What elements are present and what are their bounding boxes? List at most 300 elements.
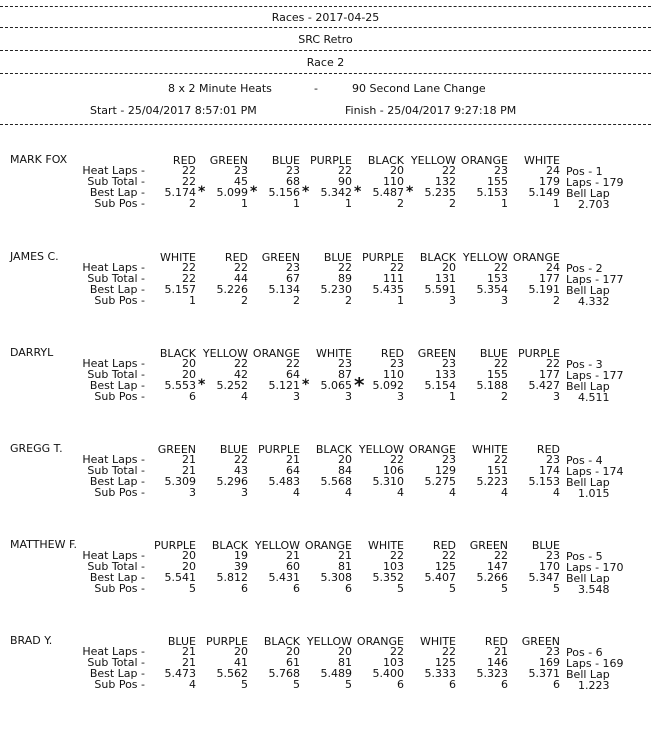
table-cell: 22 (338, 164, 352, 177)
table-cell: 5.153 (528, 475, 560, 488)
total-laps: Laps - 179 (566, 176, 624, 189)
table-cell: 6 (501, 678, 508, 691)
lane-header: RED (224, 251, 248, 264)
table-cell: 23 (494, 164, 508, 177)
table-cell: 110 (383, 175, 404, 188)
table-cell: 22 (286, 357, 300, 370)
lane-header: BLUE (323, 251, 352, 264)
table-cell: 23 (546, 453, 560, 466)
lane-header: BLUE (531, 539, 560, 552)
lane-header: RED (380, 347, 404, 360)
table-cell: 20 (182, 368, 196, 381)
bell-lap-label: Bell Lap (566, 380, 610, 393)
table-cell: 110 (383, 368, 404, 381)
table-cell: 20 (182, 560, 196, 573)
lane-header: GREEN (521, 635, 560, 648)
table-cell: 20 (182, 549, 196, 562)
table-cell: 4 (397, 486, 404, 499)
table-cell: 5.149 (528, 186, 560, 199)
series-name: SRC Retro (298, 33, 353, 46)
table-cell: 23 (286, 164, 300, 177)
driver-name: MARK FOX (10, 153, 68, 166)
table-cell: 22 (390, 453, 404, 466)
table-cell: 6 (293, 582, 300, 595)
total-laps: Laps - 170 (566, 561, 624, 574)
lane-header: WHITE (419, 635, 456, 648)
table-cell: 3 (241, 486, 248, 499)
table-cell: 20 (390, 164, 404, 177)
table-cell: 3 (189, 486, 196, 499)
table-cell: 3 (553, 390, 560, 403)
table-cell: 21 (494, 645, 508, 658)
driver-name: MATTHEW F. (10, 538, 78, 551)
fastest-lap-marker: * (198, 184, 206, 200)
lane-header: BLACK (419, 251, 456, 264)
lane-header: BLACK (315, 443, 352, 456)
table-cell: 21 (338, 549, 352, 562)
lane-header: ORANGE (356, 635, 404, 648)
fastest-lap-marker: * (354, 184, 362, 200)
lane-header: ORANGE (512, 251, 560, 264)
table-cell: 5.121 (268, 379, 300, 392)
table-cell: 5.230 (320, 283, 352, 296)
lane-header: BLACK (211, 539, 248, 552)
table-cell: 5.154 (424, 379, 456, 392)
bell-lap-value: 4.511 (578, 391, 610, 404)
row-label: Best Lap - (89, 186, 145, 199)
table-cell: 22 (494, 357, 508, 370)
table-cell: 146 (487, 656, 508, 669)
table-cell: 23 (286, 261, 300, 274)
table-cell: 22 (494, 261, 508, 274)
bell-lap-value: 1.223 (578, 679, 610, 692)
table-cell: 5.473 (164, 667, 196, 680)
lane-header: ORANGE (304, 539, 352, 552)
table-cell: 23 (442, 453, 456, 466)
row-label: Sub Total - (87, 656, 145, 669)
position-label: Pos - 6 (566, 646, 603, 659)
lane-header: GREEN (261, 251, 300, 264)
lane-header: BLACK (263, 635, 300, 648)
fastest-lap-marker: * (354, 373, 365, 397)
table-cell: 5 (241, 678, 248, 691)
lane-header: BLUE (167, 635, 196, 648)
position-label: Pos - 3 (566, 358, 603, 371)
table-cell: 87 (338, 368, 352, 381)
table-cell: 42 (234, 368, 248, 381)
table-cell: 21 (286, 549, 300, 562)
row-label: Heat Laps - (82, 645, 145, 658)
table-cell: 5 (345, 678, 352, 691)
row-label: Sub Pos - (94, 582, 145, 595)
table-cell: 5.562 (216, 667, 248, 680)
position-label: Pos - 1 (566, 165, 603, 178)
table-cell: 1 (501, 197, 508, 210)
lane-header: PURPLE (153, 539, 196, 552)
table-cell: 5.431 (268, 571, 300, 584)
table-cell: 4 (553, 486, 560, 499)
row-label: Sub Pos - (94, 197, 145, 210)
table-cell: 81 (338, 560, 352, 573)
table-cell: 21 (182, 656, 196, 669)
divider (0, 27, 651, 28)
lane-header: YELLOW (410, 154, 456, 167)
table-cell: 5.487 (372, 186, 404, 199)
table-cell: 5 (189, 582, 196, 595)
table-cell: 6 (241, 582, 248, 595)
table-cell: 5.134 (268, 283, 300, 296)
table-cell: 5.342 (320, 186, 352, 199)
lane-header: WHITE (523, 154, 560, 167)
bell-lap-value: 4.332 (578, 295, 610, 308)
lane-header: PURPLE (257, 443, 300, 456)
bell-lap-value: 2.703 (578, 198, 610, 211)
divider (0, 73, 651, 74)
table-cell: 61 (286, 656, 300, 669)
table-cell: 21 (182, 453, 196, 466)
table-cell: 5.352 (372, 571, 404, 584)
row-label: Sub Total - (87, 272, 145, 285)
row-label: Sub Pos - (94, 390, 145, 403)
table-cell: 22 (390, 261, 404, 274)
table-cell: 5.347 (528, 571, 560, 584)
table-cell: 5.275 (424, 475, 456, 488)
table-cell: 5 (293, 678, 300, 691)
table-cell: 2 (501, 390, 508, 403)
bell-lap-label: Bell Lap (566, 187, 610, 200)
lane-header: RED (536, 443, 560, 456)
bell-lap-label: Bell Lap (566, 284, 610, 297)
divider (0, 6, 651, 7)
table-cell: 22 (234, 261, 248, 274)
table-cell: 4 (501, 486, 508, 499)
table-cell: 2 (241, 294, 248, 307)
table-cell: 5.235 (424, 186, 456, 199)
table-cell: 24 (546, 261, 560, 274)
fastest-lap-marker: * (406, 184, 414, 200)
table-cell: 5 (397, 582, 404, 595)
divider (0, 124, 651, 125)
row-label: Heat Laps - (82, 453, 145, 466)
table-cell: 5.252 (216, 379, 248, 392)
table-cell: 5.407 (424, 571, 456, 584)
table-cell: 19 (234, 549, 248, 562)
lane-header: YELLOW (254, 539, 300, 552)
table-cell: 131 (435, 272, 456, 285)
lane-header: WHITE (159, 251, 196, 264)
table-cell: 44 (234, 272, 248, 285)
bell-lap-value: 3.548 (578, 583, 610, 596)
table-cell: 2 (189, 197, 196, 210)
table-cell: 68 (286, 175, 300, 188)
table-cell: 5.188 (476, 379, 508, 392)
table-cell: 1 (397, 294, 404, 307)
table-cell: 5.308 (320, 571, 352, 584)
table-cell: 5.065 (320, 379, 352, 392)
table-cell: 21 (182, 464, 196, 477)
table-cell: 5.323 (476, 667, 508, 680)
total-laps: Laps - 177 (566, 273, 624, 286)
table-cell: 6 (553, 678, 560, 691)
lane-header: ORANGE (252, 347, 300, 360)
lane-header: GREEN (209, 154, 248, 167)
table-cell: 90 (338, 175, 352, 188)
heats-separator: - (314, 82, 318, 95)
table-cell: 22 (494, 453, 508, 466)
lane-header: YELLOW (202, 347, 248, 360)
table-cell: 22 (442, 549, 456, 562)
table-cell: 5.156 (268, 186, 300, 199)
lane-header: BLACK (367, 154, 404, 167)
row-label: Sub Pos - (94, 678, 145, 691)
table-cell: 45 (234, 175, 248, 188)
table-cell: 5 (501, 582, 508, 595)
row-label: Sub Pos - (94, 486, 145, 499)
finish-time: Finish - 25/04/2017 9:27:18 PM (345, 104, 517, 117)
table-cell: 155 (487, 368, 508, 381)
table-cell: 1 (553, 197, 560, 210)
table-cell: 3 (397, 390, 404, 403)
table-cell: 5.591 (424, 283, 456, 296)
table-cell: 22 (442, 645, 456, 658)
table-cell: 23 (546, 645, 560, 658)
row-label: Best Lap - (89, 379, 145, 392)
report-title: Races - 2017-04-25 (271, 11, 380, 24)
table-cell: 6 (345, 582, 352, 595)
table-cell: 22 (338, 261, 352, 274)
table-cell: 89 (338, 272, 352, 285)
table-cell: 1 (189, 294, 196, 307)
lane-header: BLACK (159, 347, 196, 360)
table-cell: 22 (390, 645, 404, 658)
table-cell: 3 (449, 294, 456, 307)
table-cell: 5.333 (424, 667, 456, 680)
table-cell: 5 (449, 582, 456, 595)
row-label: Heat Laps - (82, 164, 145, 177)
table-cell: 6 (189, 390, 196, 403)
lane-header: PURPLE (309, 154, 352, 167)
table-cell: 5.768 (268, 667, 300, 680)
lane-header: YELLOW (306, 635, 352, 648)
table-cell: 155 (487, 175, 508, 188)
fastest-lap-marker: * (250, 184, 258, 200)
row-label: Sub Pos - (94, 294, 145, 307)
table-cell: 41 (234, 656, 248, 669)
lane-header: GREEN (157, 443, 196, 456)
table-cell: 5.354 (476, 283, 508, 296)
table-cell: 170 (539, 560, 560, 573)
lane-header: PURPLE (205, 635, 248, 648)
row-label: Sub Total - (87, 560, 145, 573)
table-cell: 84 (338, 464, 352, 477)
table-cell: 22 (390, 549, 404, 562)
lane-header: GREEN (469, 539, 508, 552)
position-label: Pos - 2 (566, 262, 603, 275)
table-cell: 22 (494, 549, 508, 562)
table-cell: 5.371 (528, 667, 560, 680)
table-cell: 4 (293, 486, 300, 499)
heats-info: 8 x 2 Minute Heats (168, 82, 272, 95)
lane-header: BLUE (219, 443, 248, 456)
table-cell: 132 (435, 175, 456, 188)
position-label: Pos - 5 (566, 550, 603, 563)
lane-header: ORANGE (460, 154, 508, 167)
table-cell: 5.226 (216, 283, 248, 296)
table-cell: 20 (286, 645, 300, 658)
table-cell: 23 (546, 549, 560, 562)
table-cell: 2 (449, 197, 456, 210)
table-cell: 4 (345, 486, 352, 499)
table-cell: 5.092 (372, 379, 404, 392)
table-cell: 5.489 (320, 667, 352, 680)
table-cell: 1 (449, 390, 456, 403)
race-name: Race 2 (306, 56, 345, 69)
table-cell: 174 (539, 464, 560, 477)
table-cell: 129 (435, 464, 456, 477)
table-cell: 23 (234, 164, 248, 177)
table-cell: 81 (338, 656, 352, 669)
table-cell: 64 (286, 368, 300, 381)
table-cell: 22 (182, 164, 196, 177)
lane-header: RED (484, 635, 508, 648)
lane-header: WHITE (367, 539, 404, 552)
table-cell: 133 (435, 368, 456, 381)
table-cell: 2 (553, 294, 560, 307)
driver-name: DARRYL (10, 346, 54, 359)
table-cell: 5.157 (164, 283, 196, 296)
total-laps: Laps - 177 (566, 369, 624, 382)
lane-header: ORANGE (408, 443, 456, 456)
table-cell: 6 (449, 678, 456, 691)
table-cell: 20 (234, 645, 248, 658)
table-cell: 106 (383, 464, 404, 477)
table-cell: 20 (182, 357, 196, 370)
driver-name: GREGG T. (10, 442, 63, 455)
table-cell: 5.812 (216, 571, 248, 584)
bell-lap-label: Bell Lap (566, 476, 610, 489)
table-cell: 67 (286, 272, 300, 285)
bell-lap-value: 1.015 (578, 487, 610, 500)
bell-lap-label: Bell Lap (566, 572, 610, 585)
table-cell: 179 (539, 175, 560, 188)
bell-lap-label: Bell Lap (566, 668, 610, 681)
table-cell: 3 (345, 390, 352, 403)
table-cell: 39 (234, 560, 248, 573)
lane-header: WHITE (315, 347, 352, 360)
table-cell: 177 (539, 368, 560, 381)
table-cell: 5.553 (164, 379, 196, 392)
start-time: Start - 25/04/2017 8:57:01 PM (90, 104, 257, 117)
table-cell: 3 (501, 294, 508, 307)
lane-header: RED (172, 154, 196, 167)
row-label: Sub Total - (87, 368, 145, 381)
fastest-lap-marker: * (302, 184, 310, 200)
table-cell: 23 (442, 357, 456, 370)
fastest-lap-marker: * (302, 377, 310, 393)
table-cell: 5.435 (372, 283, 404, 296)
row-label: Sub Total - (87, 175, 145, 188)
table-cell: 3 (293, 390, 300, 403)
table-cell: 23 (338, 357, 352, 370)
lane-header: PURPLE (361, 251, 404, 264)
table-cell: 24 (546, 164, 560, 177)
row-label: Heat Laps - (82, 261, 145, 274)
table-cell: 2 (345, 294, 352, 307)
lane-header: BLUE (271, 154, 300, 167)
table-cell: 4 (241, 390, 248, 403)
table-cell: 125 (435, 656, 456, 669)
table-cell: 5.266 (476, 571, 508, 584)
table-cell: 5 (553, 582, 560, 595)
table-cell: 23 (390, 357, 404, 370)
row-label: Best Lap - (89, 571, 145, 584)
lane-header: WHITE (471, 443, 508, 456)
divider (0, 50, 651, 51)
table-cell: 103 (383, 656, 404, 669)
table-cell: 5.568 (320, 475, 352, 488)
table-cell: 22 (182, 272, 196, 285)
table-cell: 2 (397, 197, 404, 210)
table-cell: 5.400 (372, 667, 404, 680)
table-cell: 1 (345, 197, 352, 210)
row-label: Heat Laps - (82, 357, 145, 370)
table-cell: 60 (286, 560, 300, 573)
lane-header: BLUE (479, 347, 508, 360)
row-label: Sub Total - (87, 464, 145, 477)
table-cell: 5.174 (164, 186, 196, 199)
table-cell: 20 (338, 453, 352, 466)
table-cell: 5.191 (528, 283, 560, 296)
table-cell: 43 (234, 464, 248, 477)
table-cell: 5.310 (372, 475, 404, 488)
driver-name: BRAD Y. (10, 634, 53, 647)
table-cell: 5.427 (528, 379, 560, 392)
lane-header: GREEN (417, 347, 456, 360)
table-cell: 177 (539, 272, 560, 285)
position-label: Pos - 4 (566, 454, 603, 467)
table-cell: 21 (182, 645, 196, 658)
table-cell: 125 (435, 560, 456, 573)
table-cell: 22 (234, 357, 248, 370)
table-cell: 64 (286, 464, 300, 477)
table-cell: 1 (293, 197, 300, 210)
lane-header: RED (432, 539, 456, 552)
table-cell: 22 (442, 164, 456, 177)
table-cell: 5.541 (164, 571, 196, 584)
fastest-lap-marker: * (198, 377, 206, 393)
table-cell: 5.483 (268, 475, 300, 488)
row-label: Best Lap - (89, 667, 145, 680)
table-cell: 20 (442, 261, 456, 274)
row-label: Best Lap - (89, 283, 145, 296)
table-cell: 6 (397, 678, 404, 691)
lane-header: YELLOW (358, 443, 404, 456)
table-cell: 22 (546, 357, 560, 370)
lane-header: PURPLE (517, 347, 560, 360)
table-cell: 169 (539, 656, 560, 669)
table-cell: 4 (449, 486, 456, 499)
table-cell: 4 (189, 678, 196, 691)
row-label: Heat Laps - (82, 549, 145, 562)
lane-header: YELLOW (462, 251, 508, 264)
table-cell: 5.153 (476, 186, 508, 199)
table-cell: 22 (182, 175, 196, 188)
table-cell: 2 (293, 294, 300, 307)
table-cell: 5.309 (164, 475, 196, 488)
table-cell: 21 (286, 453, 300, 466)
table-cell: 5.223 (476, 475, 508, 488)
table-cell: 111 (383, 272, 404, 285)
